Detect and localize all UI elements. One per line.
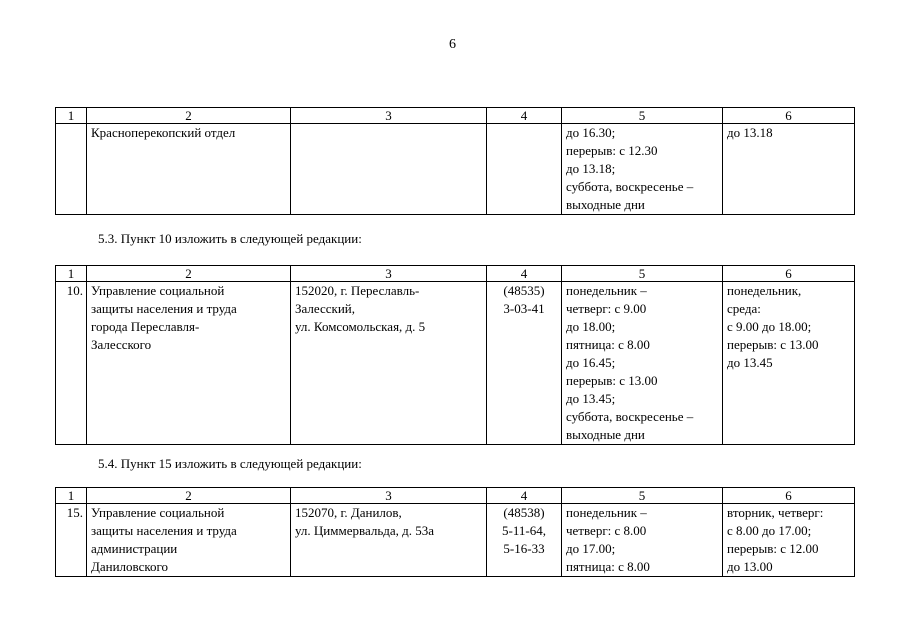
header-cell: 2 [87, 108, 291, 124]
cell-line: понедельник – [566, 505, 647, 520]
row-number: 10. [56, 282, 87, 445]
header-cell: 4 [487, 266, 562, 282]
cell-line: администрации [91, 541, 178, 556]
cell-line: Красноперекопский отдел [91, 125, 236, 140]
header-cell: 6 [723, 266, 855, 282]
cell-line: понедельник, [727, 283, 802, 298]
cell-line: перерыв: с 12.00 [727, 541, 819, 556]
header-cell: 4 [487, 488, 562, 504]
org-name-cell [87, 282, 291, 445]
reception-cell [723, 124, 855, 215]
cell-line: Управление социальной [91, 283, 225, 298]
cell-line: (48538) [503, 505, 545, 520]
cell-line: вторник, четверг: [727, 505, 824, 520]
schedule-cell [562, 504, 723, 577]
cell-line: суббота, воскресенье – [566, 179, 694, 194]
cell-line: Залесский, [295, 301, 355, 316]
table-item-10 [55, 265, 855, 445]
header-row [56, 488, 855, 504]
header-cell: 3 [291, 266, 487, 282]
cell-line: ул. Циммервальда, д. 53а [295, 523, 435, 538]
header-cell: 3 [291, 488, 487, 504]
cell-line: до 13.00 [727, 559, 773, 574]
header-cell: 5 [562, 488, 723, 504]
cell-line: пятница: с 8.00 [566, 559, 650, 574]
header-cell: 1 [56, 266, 87, 282]
cell-line: защиты населения и труда [91, 301, 237, 316]
cell-line: до 13.45; [566, 391, 616, 406]
address-cell [291, 124, 487, 215]
cell-line: четверг: с 9.00 [566, 301, 647, 316]
cell-line: до 13.45 [727, 355, 773, 370]
header-cell: 1 [56, 488, 87, 504]
cell-line: Залесского [91, 337, 152, 352]
table-item-15 [55, 487, 855, 577]
cell-line: Даниловского [91, 559, 169, 574]
phone-cell [487, 504, 562, 577]
page-number: 6 [449, 37, 456, 52]
phone-cell [487, 124, 562, 215]
address-cell [291, 282, 487, 445]
cell-line: понедельник – [566, 283, 647, 298]
header-row [56, 108, 855, 124]
header-cell: 4 [487, 108, 562, 124]
cell-line: до 18.00; [566, 319, 616, 334]
cell-line: пятница: с 8.00 [566, 337, 650, 352]
cell-line: защиты населения и труда [91, 523, 237, 538]
header-cell: 1 [56, 108, 87, 124]
header-row [56, 266, 855, 282]
cell-line: Управление социальной [91, 505, 225, 520]
cell-line: 152020, г. Переславль- [295, 283, 420, 298]
cell-line: 3-03-41 [503, 301, 545, 316]
header-cell: 5 [562, 266, 723, 282]
phone-cell [487, 282, 562, 445]
cell-line: перерыв: с 12.30 [566, 143, 658, 158]
row-number [56, 124, 87, 215]
header-cell: 5 [562, 108, 723, 124]
cell-line: до 13.18 [727, 125, 773, 140]
cell-line: 152070, г. Данилов, [295, 505, 402, 520]
table-row [56, 282, 855, 445]
cell-line: 5-16-33 [503, 541, 545, 556]
header-cell: 6 [723, 488, 855, 504]
cell-line: перерыв: с 13.00 [727, 337, 819, 352]
cell-line: суббота, воскресенье – [566, 409, 694, 424]
header-cell: 3 [291, 108, 487, 124]
cell-line: до 16.45; [566, 355, 616, 370]
cell-line: ул. Комсомольская, д. 5 [295, 319, 426, 334]
amendment-paragraph: 5.4. Пункт 15 изложить в следующей редакции: [98, 456, 362, 471]
cell-line: города Переславля- [91, 319, 200, 334]
cell-line: четверг: с 8.00 [566, 523, 647, 538]
table-row [56, 124, 855, 215]
table-row [56, 504, 855, 577]
cell-line: (48535) [503, 283, 545, 298]
header-cell: 2 [87, 266, 291, 282]
cell-line: среда: [727, 301, 761, 316]
org-name-cell [87, 504, 291, 577]
cell-line: до 16.30; [566, 125, 616, 140]
org-name-cell [87, 124, 291, 215]
reception-cell [723, 504, 855, 577]
amendment-paragraph: 5.3. Пункт 10 изложить в следующей редакции: [98, 231, 362, 246]
table-continuation [55, 107, 855, 215]
cell-line: 5-11-64, [502, 523, 546, 538]
header-cell: 6 [723, 108, 855, 124]
cell-line: выходные дни [566, 197, 645, 212]
cell-line: с 9.00 до 18.00; [727, 319, 812, 334]
header-cell: 2 [87, 488, 291, 504]
address-cell [291, 504, 487, 577]
reception-cell [723, 282, 855, 445]
cell-line: перерыв: с 13.00 [566, 373, 658, 388]
row-number: 15. [56, 504, 87, 577]
cell-line: с 8.00 до 17.00; [727, 523, 812, 538]
schedule-cell [562, 124, 723, 215]
cell-line: до 17.00; [566, 541, 616, 556]
cell-line: выходные дни [566, 427, 645, 442]
cell-line: до 13.18; [566, 161, 616, 176]
schedule-cell [562, 282, 723, 445]
